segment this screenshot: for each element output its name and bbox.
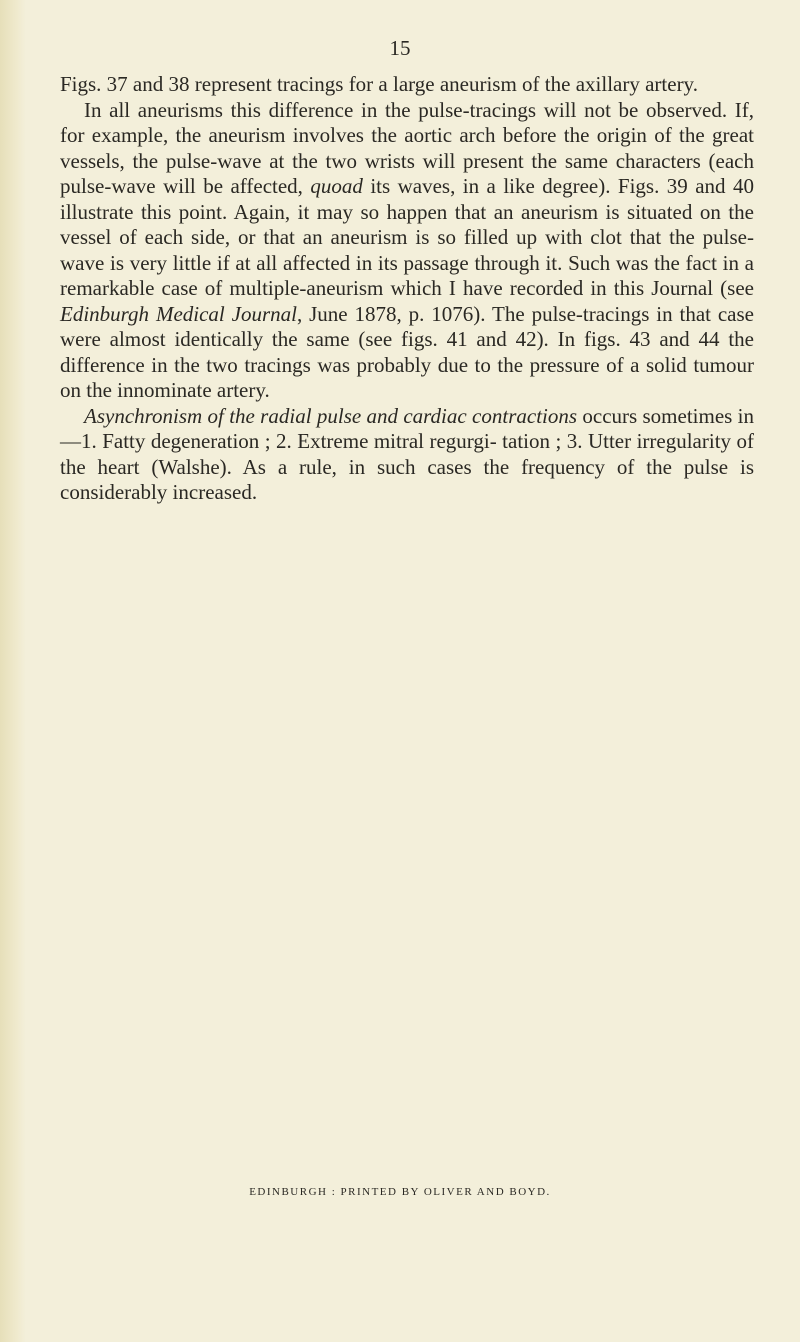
- body-text: [60, 72, 754, 506]
- paragraph-3: [60, 404, 754, 506]
- paragraph-2-text: , June 1878, p. 1076). The pulse-tracings in that case were almost identically the same (see figs. 41 and 42). In figs. 43 and 44 the difference in the two tracings was probably due to the pressure of a solid tumour on the innominate artery.: [60, 301, 754, 402]
- paragraph-2-text: its waves, in a like degree). Figs. 39 and 40 illustrate this point. Again, it may so happen that an aneurism is situated on the vessel of each side, or that an aneurism is so filled up with clot that the pulse-wave is very little if at all affected in its passage through it. Such was the fact in a remarkable case of multiple-aneurism which I have recorded in this Journal (see: [60, 174, 754, 300]
- paragraph-1-text: Figs. 37 and 38 represent tracings for a large aneurism of the axillary artery.: [60, 72, 698, 96]
- journal-title: Edinburgh Medical Journal: [60, 301, 297, 326]
- paragraph-3-text: occurs sometimes in—1. Fatty degeneration ; 2. Extreme mitral regurgi- tation ; 3. Utter irregularity of the heart (Walshe). As a rule, in such cases the frequency of the pulse is considerably increased.: [60, 403, 755, 504]
- paragraph-2: [60, 98, 754, 404]
- printer-imprint: EDINBURGH : PRINTED BY OLIVER AND BOYD.: [249, 1186, 551, 1198]
- page-edge-shadow: [0, 0, 26, 1342]
- latin-term-quoad: quoad: [310, 174, 363, 198]
- paragraph-1: [60, 72, 754, 98]
- section-heading-asynchronism: Asynchronism of the radial pulse and cardiac contractions: [84, 403, 578, 428]
- paragraph-2-text: In all aneurisms this difference in the pulse-tracings will not be observed. If, for example, the aneurism involves the aortic arch before the origin of the great vessels, the pulse-wave at the two wrists will present the same characters (each pulse-wave will be affected,: [60, 97, 754, 198]
- page-number: 15: [389, 36, 411, 60]
